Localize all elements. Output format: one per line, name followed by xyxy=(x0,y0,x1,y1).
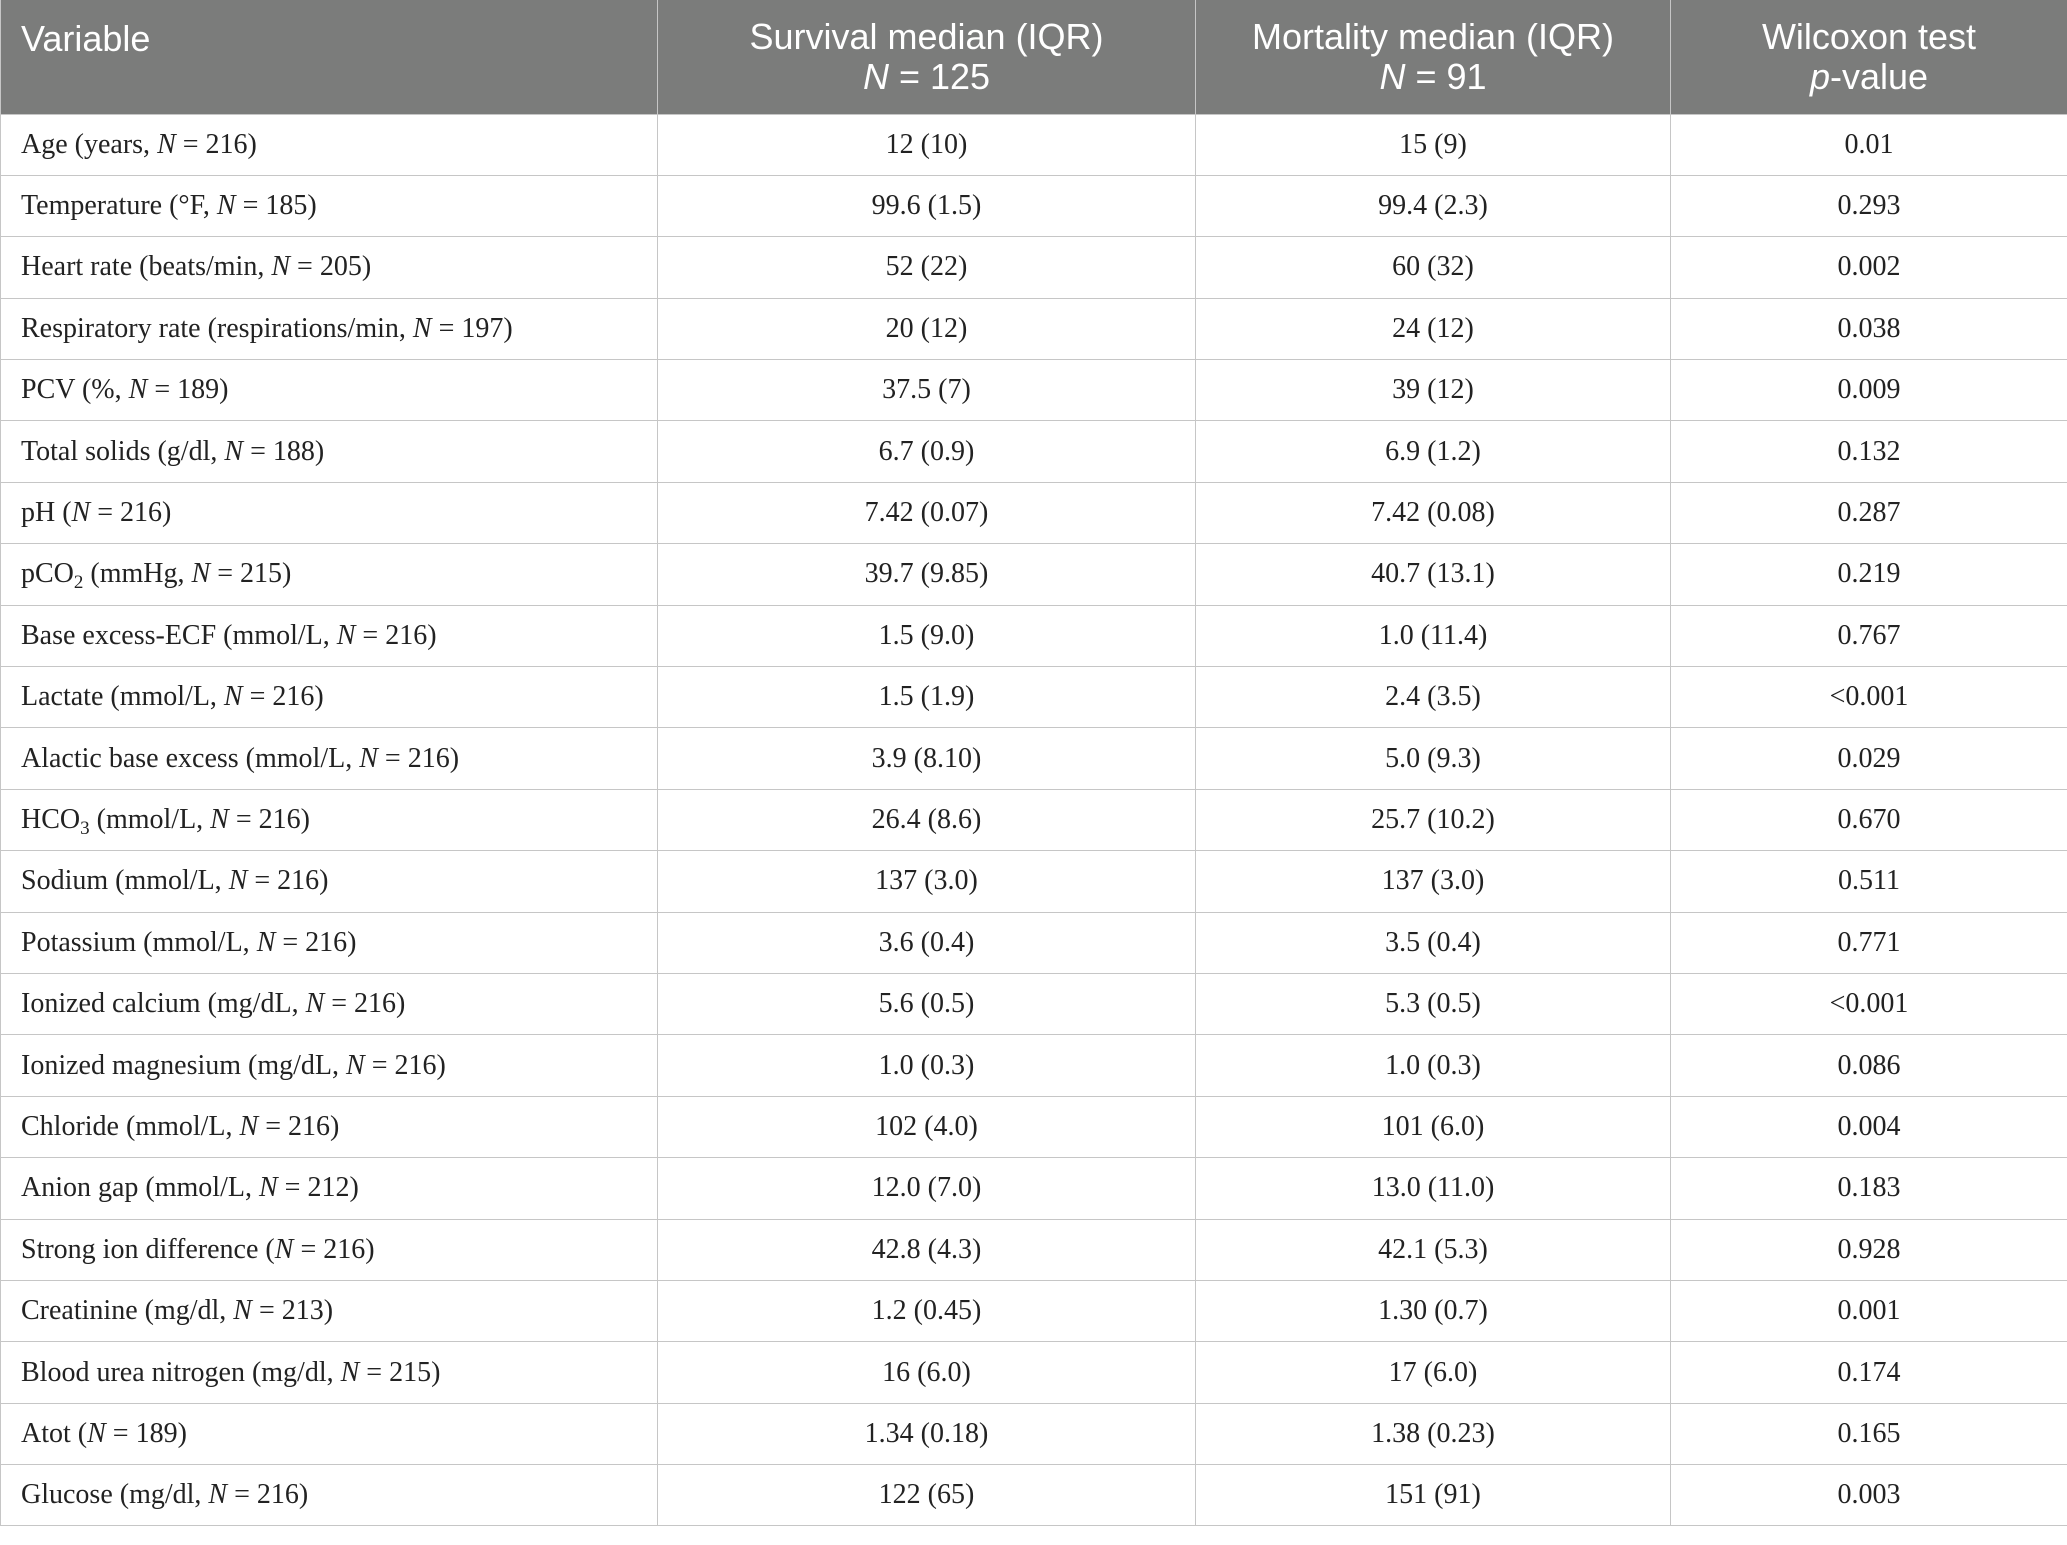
header-mortality xyxy=(1196,0,1671,114)
header-wilcoxon-p-rest: -value xyxy=(1829,55,1929,97)
cell-p-value: 0.174 xyxy=(1671,1342,2067,1403)
cell-variable xyxy=(1,1342,658,1403)
variable-n-value: = 216) xyxy=(275,926,357,958)
cell-mortality: 24 (12) xyxy=(1196,298,1671,359)
variable-name: Ionized magnesium (mg/dL, xyxy=(21,1049,347,1081)
header-survival-label: Survival median (IQR) xyxy=(749,15,1104,57)
cell-survival: 52 (22) xyxy=(658,237,1196,298)
variable-n-label: N xyxy=(210,803,229,835)
cell-p-value: 0.004 xyxy=(1671,1096,2067,1157)
cell-p-value: 0.670 xyxy=(1671,789,2067,850)
cell-mortality: 7.42 (0.08) xyxy=(1196,482,1671,543)
variable-n-value: = 216) xyxy=(258,1110,340,1142)
cell-survival: 37.5 (7) xyxy=(658,360,1196,421)
cell-variable xyxy=(1,667,658,728)
variable-name: Alactic base excess (mmol/L, xyxy=(21,742,360,774)
cell-variable xyxy=(1,728,658,789)
variable-name: Creatinine (mg/dl, xyxy=(21,1295,234,1327)
variable-n-value: = 216) xyxy=(247,865,329,897)
cell-mortality: 3.5 (0.4) xyxy=(1196,912,1671,973)
header-survival-n xyxy=(678,57,1175,97)
variable-name: pH ( xyxy=(21,497,72,529)
variable-n-value: = 216) xyxy=(355,619,437,651)
cell-p-value: 0.029 xyxy=(1671,728,2067,789)
variable-n-label: N xyxy=(340,1356,360,1388)
variable-n-label: N xyxy=(128,374,148,406)
cell-p-value: 0.771 xyxy=(1671,912,2067,973)
variable-n-label: N xyxy=(216,190,236,222)
table-row xyxy=(1,1035,2067,1096)
cell-variable xyxy=(1,851,658,912)
variable-n-value: = 212) xyxy=(277,1172,359,1204)
variable-unit: (mmHg, xyxy=(83,558,192,590)
cell-mortality: 1.0 (11.4) xyxy=(1196,605,1671,666)
header-mortality-n-label: N xyxy=(1379,55,1406,97)
header-wilcoxon-label: Wilcoxon test xyxy=(1761,15,1977,57)
header-mortality-n xyxy=(1216,57,1650,97)
cell-survival: 1.2 (0.45) xyxy=(658,1280,1196,1341)
cell-survival: 1.5 (9.0) xyxy=(658,605,1196,666)
variable-n-value: = 213) xyxy=(251,1295,334,1327)
cell-p-value: 0.287 xyxy=(1671,482,2067,543)
cell-p-value: 0.001 xyxy=(1671,1280,2067,1341)
variable-n-value: = 215) xyxy=(359,1356,441,1388)
cell-variable xyxy=(1,175,658,236)
variable-n-value: = 216) xyxy=(90,497,172,529)
cell-p-value: 0.038 xyxy=(1671,298,2067,359)
cell-variable xyxy=(1,1219,658,1280)
cell-variable xyxy=(1,237,658,298)
variable-n-value: = 216) xyxy=(175,128,257,160)
cell-variable xyxy=(1,912,658,973)
table-header xyxy=(1,0,2067,114)
cell-survival: 5.6 (0.5) xyxy=(658,973,1196,1034)
variable-n-label: N xyxy=(305,988,325,1020)
table-row xyxy=(1,1158,2067,1219)
variable-n-value: = 189) xyxy=(105,1417,187,1449)
variable-n-label: N xyxy=(346,1049,365,1081)
cell-survival: 39.7 (9.85) xyxy=(658,544,1196,605)
variable-name: Blood urea nitrogen (mg/dl, xyxy=(21,1356,341,1388)
table-row xyxy=(1,851,2067,912)
variable-n-label: N xyxy=(258,1172,278,1204)
variable-n-label: N xyxy=(223,681,243,713)
variable-n-value: = 216) xyxy=(242,681,324,713)
cell-mortality: 42.1 (5.3) xyxy=(1196,1219,1671,1280)
cell-variable xyxy=(1,1465,658,1526)
table-row xyxy=(1,973,2067,1034)
cell-mortality: 6.9 (1.2) xyxy=(1196,421,1671,482)
variable-n-value: = 205) xyxy=(290,251,372,283)
header-row xyxy=(1,0,2067,114)
variable-n-label: N xyxy=(157,128,176,160)
variable-n-value: = 185) xyxy=(235,190,317,222)
variable-n-label: N xyxy=(228,865,248,897)
variable-name: Age (years, xyxy=(21,128,158,160)
variable-n-value: = 216) xyxy=(227,1479,309,1511)
cell-variable xyxy=(1,973,658,1034)
cell-mortality: 17 (6.0) xyxy=(1196,1342,1671,1403)
variable-n-label: N xyxy=(191,558,211,590)
cell-survival: 122 (65) xyxy=(658,1465,1196,1526)
cell-survival: 26.4 (8.6) xyxy=(658,789,1196,850)
cell-survival: 102 (4.0) xyxy=(658,1096,1196,1157)
variable-n-value: = 216) xyxy=(377,742,460,774)
table-row xyxy=(1,1219,2067,1280)
variable-n-label: N xyxy=(256,926,276,958)
cell-survival: 137 (3.0) xyxy=(658,851,1196,912)
cell-mortality: 25.7 (10.2) xyxy=(1196,789,1671,850)
cell-mortality: 40.7 (13.1) xyxy=(1196,544,1671,605)
variable-name: Temperature (°F, xyxy=(21,190,217,222)
variable-name: Total solids (g/dl, xyxy=(21,435,225,467)
header-variable-label: Variable xyxy=(21,18,151,59)
cell-survival: 3.9 (8.10) xyxy=(658,728,1196,789)
cell-survival: 20 (12) xyxy=(658,298,1196,359)
cell-p-value: 0.183 xyxy=(1671,1158,2067,1219)
header-wilcoxon-p xyxy=(1691,57,2047,97)
variable-n-label: N xyxy=(208,1479,228,1511)
cell-mortality: 1.0 (0.3) xyxy=(1196,1035,1671,1096)
header-survival-n-label: N xyxy=(862,55,889,97)
cell-variable xyxy=(1,421,658,482)
variable-subscript: 3 xyxy=(80,817,90,839)
cell-survival: 1.34 (0.18) xyxy=(658,1403,1196,1464)
variable-n-label: N xyxy=(224,435,244,467)
cell-p-value: 0.928 xyxy=(1671,1219,2067,1280)
cell-mortality: 1.38 (0.23) xyxy=(1196,1403,1671,1464)
cell-survival: 42.8 (4.3) xyxy=(658,1219,1196,1280)
cell-p-value: <0.001 xyxy=(1671,973,2067,1034)
header-variable xyxy=(1,0,658,114)
table-row xyxy=(1,667,2067,728)
variable-n-value: = 215) xyxy=(210,558,292,590)
variable-n-value: = 216) xyxy=(293,1233,375,1265)
variable-n-value: = 216) xyxy=(324,988,406,1020)
table-row xyxy=(1,912,2067,973)
cell-variable xyxy=(1,482,658,543)
variable-name: Respiratory rate (respirations/min, xyxy=(21,312,413,344)
table-row xyxy=(1,1403,2067,1464)
cell-p-value: 0.219 xyxy=(1671,544,2067,605)
cell-survival: 12 (10) xyxy=(658,114,1196,175)
table-row xyxy=(1,237,2067,298)
table-row xyxy=(1,1280,2067,1341)
table-row xyxy=(1,1465,2067,1526)
variable-name: HCO xyxy=(21,803,81,835)
cell-survival: 6.7 (0.9) xyxy=(658,421,1196,482)
variable-name: Potassium (mmol/L, xyxy=(21,926,257,958)
cell-p-value: 0.165 xyxy=(1671,1403,2067,1464)
table-row xyxy=(1,298,2067,359)
cell-mortality: 101 (6.0) xyxy=(1196,1096,1671,1157)
cell-p-value: 0.511 xyxy=(1671,851,2067,912)
variable-name: Heart rate (beats/min, xyxy=(21,251,272,283)
cell-variable xyxy=(1,605,658,666)
header-wilcoxon-p-label: p xyxy=(1809,55,1830,97)
table-row xyxy=(1,1096,2067,1157)
table-row xyxy=(1,114,2067,175)
cell-variable xyxy=(1,1035,658,1096)
variable-n-label: N xyxy=(412,312,432,344)
variable-name: Sodium (mmol/L, xyxy=(21,865,229,897)
variable-name: Ionized calcium (mg/dL, xyxy=(21,988,306,1020)
table-row xyxy=(1,728,2067,789)
variable-n-value: = 188) xyxy=(243,435,325,467)
variable-n-value: = 197) xyxy=(431,312,513,344)
cell-variable xyxy=(1,1158,658,1219)
cell-variable xyxy=(1,1403,658,1464)
table-row xyxy=(1,1342,2067,1403)
variable-name: Lactate (mmol/L, xyxy=(21,681,224,713)
header-survival-n-value: = 125 xyxy=(888,55,991,97)
variable-n-value: = 216) xyxy=(228,803,310,835)
variable-name: Anion gap (mmol/L, xyxy=(21,1172,259,1204)
cell-variable xyxy=(1,1096,658,1157)
table-row xyxy=(1,360,2067,421)
cell-variable xyxy=(1,1280,658,1341)
variable-n-label: N xyxy=(271,251,291,283)
variable-name: Glucose (mg/dl, xyxy=(21,1479,209,1511)
header-wilcoxon xyxy=(1671,0,2067,114)
cell-survival: 99.6 (1.5) xyxy=(658,175,1196,236)
variable-n-label: N xyxy=(336,619,356,651)
variable-n-label: N xyxy=(71,497,91,529)
variable-n-label: N xyxy=(239,1110,259,1142)
variable-n-label: N xyxy=(359,742,378,774)
cell-mortality: 99.4 (2.3) xyxy=(1196,175,1671,236)
cell-p-value: 0.086 xyxy=(1671,1035,2067,1096)
table-row xyxy=(1,544,2067,605)
cell-mortality: 137 (3.0) xyxy=(1196,851,1671,912)
cell-p-value: 0.767 xyxy=(1671,605,2067,666)
header-survival xyxy=(658,0,1196,114)
cell-variable xyxy=(1,360,658,421)
cell-survival: 7.42 (0.07) xyxy=(658,482,1196,543)
header-mortality-n-value: = 91 xyxy=(1405,55,1487,97)
cell-mortality: 151 (91) xyxy=(1196,1465,1671,1526)
cell-variable xyxy=(1,789,658,850)
cell-variable xyxy=(1,114,658,175)
table-row xyxy=(1,605,2067,666)
cell-survival: 1.0 (0.3) xyxy=(658,1035,1196,1096)
cell-mortality: 60 (32) xyxy=(1196,237,1671,298)
variable-n-label: N xyxy=(87,1417,106,1449)
cell-p-value: 0.009 xyxy=(1671,360,2067,421)
cell-p-value: <0.001 xyxy=(1671,667,2067,728)
variable-name: PCV (%, xyxy=(21,374,129,406)
cell-survival: 3.6 (0.4) xyxy=(658,912,1196,973)
cell-survival: 1.5 (1.9) xyxy=(658,667,1196,728)
cell-mortality: 13.0 (11.0) xyxy=(1196,1158,1671,1219)
table-row xyxy=(1,789,2067,850)
cell-p-value: 0.01 xyxy=(1671,114,2067,175)
variable-name: pCO xyxy=(21,558,74,590)
variable-n-value: = 189) xyxy=(147,374,229,406)
cell-mortality: 2.4 (3.5) xyxy=(1196,667,1671,728)
cell-mortality: 39 (12) xyxy=(1196,360,1671,421)
cell-survival: 12.0 (7.0) xyxy=(658,1158,1196,1219)
cell-mortality: 5.3 (0.5) xyxy=(1196,973,1671,1034)
cell-p-value: 0.132 xyxy=(1671,421,2067,482)
cell-survival: 16 (6.0) xyxy=(658,1342,1196,1403)
table-row xyxy=(1,421,2067,482)
table-row xyxy=(1,175,2067,236)
cell-mortality: 15 (9) xyxy=(1196,114,1671,175)
cell-mortality: 5.0 (9.3) xyxy=(1196,728,1671,789)
variable-name: Base excess-ECF (mmol/L, xyxy=(21,619,337,651)
table-body xyxy=(1,114,2067,1526)
header-mortality-label: Mortality median (IQR) xyxy=(1251,15,1615,57)
cell-p-value: 0.003 xyxy=(1671,1465,2067,1526)
variable-name: Atot ( xyxy=(21,1417,88,1449)
variable-n-label: N xyxy=(233,1295,252,1327)
variable-n-value: = 216) xyxy=(364,1049,446,1081)
variable-n-label: N xyxy=(274,1233,294,1265)
variable-subscript: 2 xyxy=(73,572,84,594)
cell-p-value: 0.293 xyxy=(1671,175,2067,236)
cell-variable xyxy=(1,298,658,359)
cell-variable xyxy=(1,544,658,605)
variable-name: Chloride (mmol/L, xyxy=(21,1110,240,1142)
variable-unit: (mmol/L, xyxy=(89,803,211,835)
cell-mortality: 1.30 (0.7) xyxy=(1196,1280,1671,1341)
cell-p-value: 0.002 xyxy=(1671,237,2067,298)
variable-name: Strong ion difference ( xyxy=(21,1233,275,1265)
table-row xyxy=(1,482,2067,543)
